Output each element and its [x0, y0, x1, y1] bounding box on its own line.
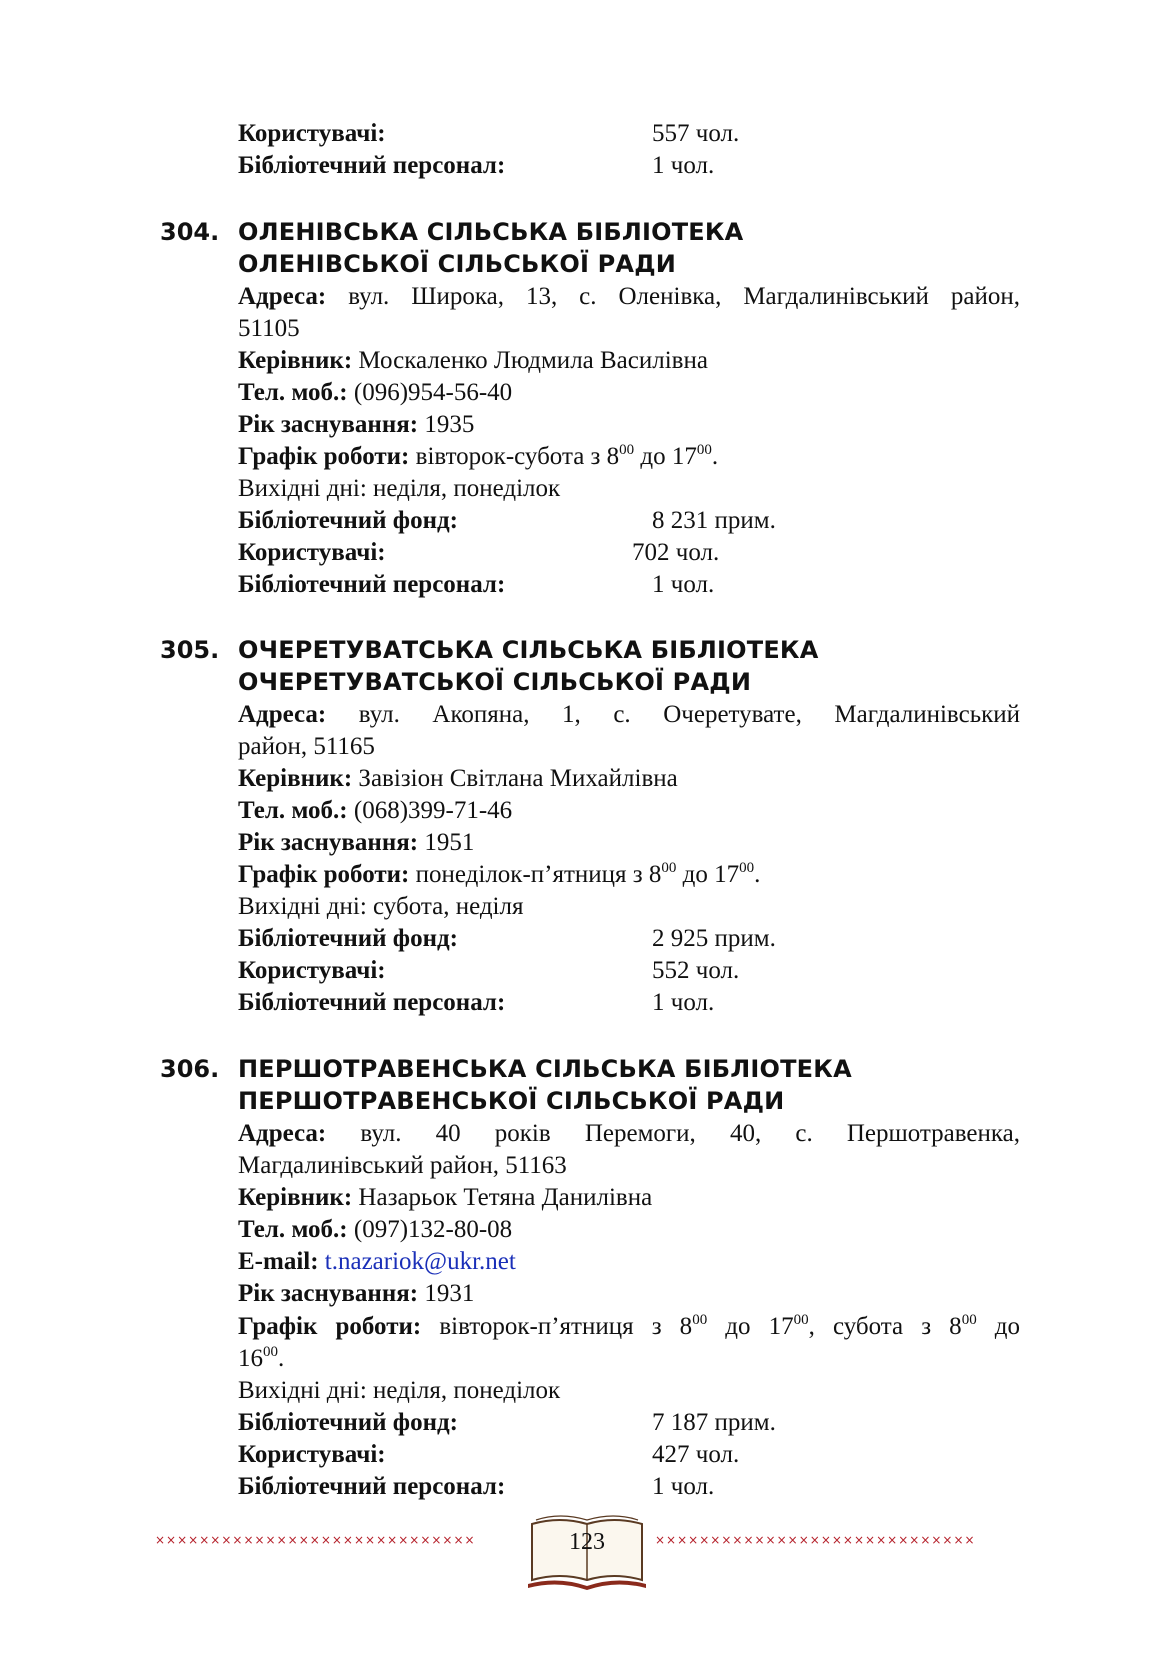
fund-label: Бібліотечний фонд:	[238, 1409, 458, 1436]
entry-subtitle: ОЧЕРЕТУВАТСЬКОЇ СІЛЬСЬКОЇ РАДИ	[238, 668, 752, 696]
schedule-text: до	[976, 1313, 1021, 1340]
phone-label: Тел. моб.:	[238, 797, 348, 824]
fund-value: 2 925 прим.	[652, 925, 776, 952]
schedule-text: .	[754, 861, 761, 888]
schedule-text: вівторок-субота з 8	[415, 443, 620, 470]
entry-subtitle: ПЕРШОТРАВЕНСЬКОЇ СІЛЬСЬКОЇ РАДИ	[238, 1087, 785, 1115]
head-value: Москаленко Людмила Василівна	[358, 347, 708, 374]
schedule-text: .	[278, 1345, 285, 1372]
schedule-line	[238, 441, 718, 473]
year-value: 1931	[424, 1280, 475, 1307]
schedule-sup: 00	[619, 442, 635, 458]
year-line	[238, 1278, 474, 1310]
schedule-label: Графік роботи:	[238, 861, 410, 888]
year-value: 1951	[424, 829, 475, 856]
entry-number: 306.	[160, 1055, 220, 1083]
schedule-text: вівторок-п’ятниця з 8	[439, 1313, 693, 1340]
email-link[interactable]: t.nazariok@ukr.net	[324, 1248, 516, 1275]
staff-label: Бібліотечний персонал:	[238, 571, 506, 598]
email-label: E-mail:	[238, 1248, 319, 1275]
year-value: 1935	[424, 411, 475, 438]
fund-value: 8 231 прим.	[652, 507, 776, 534]
schedule-text: до 17	[707, 1313, 794, 1340]
days-off: Вихідні дні: неділя, понеділок	[238, 475, 561, 502]
page-number: 123	[569, 1529, 605, 1555]
year-label: Рік заснування:	[238, 829, 419, 856]
year-line	[238, 827, 474, 859]
users-value: 552 чол.	[652, 957, 740, 984]
address-value: вул. Широка, 13, с. Оленівка, Магдалинівський район,	[348, 283, 1021, 310]
address-line	[238, 281, 1020, 313]
schedule-text: , субота з 8	[808, 1313, 962, 1340]
staff-value: 1 чол.	[652, 571, 715, 598]
schedule-sup: 00	[696, 442, 712, 458]
address-continuation: Магдалинівський район, 51163	[238, 1152, 567, 1179]
schedule-label: Графік роботи:	[238, 443, 410, 470]
head-line	[238, 345, 708, 377]
head-value: Назарьок Тетяна Данилівна	[358, 1184, 653, 1211]
schedule-line	[238, 1311, 1020, 1343]
users-label: Користувачі:	[238, 957, 386, 984]
address-label: Адреса:	[238, 1120, 327, 1147]
address-label: Адреса:	[238, 701, 327, 728]
phone-value: (068)399-71-46	[353, 797, 513, 824]
schedule-sup: 00	[739, 860, 755, 876]
head-line	[238, 763, 678, 795]
footer-ornament-left: ×××××××××××××××××××××××××××××	[155, 1533, 476, 1547]
entry-title: ОЛЕНІВСЬКА СІЛЬСЬКА БІБЛІОТЕКА	[238, 218, 744, 246]
phone-value: (097)132-80-08	[353, 1216, 513, 1243]
users-value: 557 чол.	[652, 120, 740, 147]
users-label: Користувачі:	[238, 120, 386, 147]
phone-label: Тел. моб.:	[238, 379, 348, 406]
head-label: Керівник:	[238, 765, 353, 792]
phone-label: Тел. моб.:	[238, 1216, 348, 1243]
entry-title: ОЧЕРЕТУВАТСЬКА СІЛЬСЬКА БІБЛІОТЕКА	[238, 636, 819, 664]
schedule-sup: 00	[961, 1312, 977, 1328]
staff-label: Бібліотечний персонал:	[238, 1473, 506, 1500]
schedule-text: до 17	[634, 443, 697, 470]
address-line	[238, 699, 1020, 731]
users-value: 702 чол.	[632, 539, 720, 566]
footer-ornament-right: ×××××××××××××××××××××××××××××	[655, 1533, 976, 1547]
email-line	[238, 1246, 516, 1278]
schedule-text: .	[711, 443, 719, 470]
days-off: Вихідні дні: неділя, понеділок	[238, 1377, 561, 1404]
schedule-text: до 17	[676, 861, 740, 888]
users-value: 427 чол.	[652, 1441, 740, 1468]
schedule-sup: 00	[692, 1312, 708, 1328]
entry-subtitle: ОЛЕНІВСЬКОЇ СІЛЬСЬКОЇ РАДИ	[238, 250, 677, 278]
head-label: Керівник:	[238, 347, 353, 374]
days-off: Вихідні дні: субота, неділя	[238, 893, 524, 920]
year-line	[238, 409, 474, 441]
schedule-sup: 00	[263, 1344, 278, 1360]
users-label: Користувачі:	[238, 1441, 386, 1468]
address-continuation: 51105	[238, 315, 300, 342]
year-label: Рік заснування:	[238, 411, 419, 438]
entry-number: 304.	[160, 218, 220, 246]
entry-title: ПЕРШОТРАВЕНСЬКА СІЛЬСЬКА БІБЛІОТЕКА	[238, 1055, 852, 1083]
fund-value: 7 187 прим.	[652, 1409, 776, 1436]
address-value: вул. 40 років Перемоги, 40, с. Першотравенка,	[360, 1120, 1020, 1147]
staff-value: 1 чол.	[652, 989, 715, 1016]
head-line	[238, 1182, 652, 1214]
entry-number: 305.	[160, 636, 220, 664]
schedule-label: Графік роботи:	[238, 1313, 422, 1340]
staff-label: Бібліотечний персонал:	[238, 989, 506, 1016]
head-label: Керівник:	[238, 1184, 353, 1211]
schedule-line	[238, 859, 760, 891]
address-continuation: район, 51165	[238, 733, 375, 760]
head-value: Завізіон Світлана Михайлівна	[358, 765, 678, 792]
phone-line	[238, 1214, 512, 1246]
schedule-text: 16	[238, 1345, 263, 1372]
schedule-sup: 00	[793, 1312, 809, 1328]
year-label: Рік заснування:	[238, 1280, 419, 1307]
staff-value: 1 чол.	[652, 1473, 715, 1500]
staff-label: Бібліотечний персонал:	[238, 152, 506, 179]
staff-value: 1 чол.	[652, 152, 715, 179]
phone-line	[238, 795, 512, 827]
phone-line	[238, 377, 512, 409]
schedule-text: понеділок-п’ятниця з 8	[415, 861, 662, 888]
address-value: вул. Акопяна, 1, с. Очеретувате, Магдалинівський	[358, 701, 1020, 728]
fund-label: Бібліотечний фонд:	[238, 507, 458, 534]
schedule-sup: 00	[661, 860, 677, 876]
address-line	[238, 1118, 1020, 1150]
fund-label: Бібліотечний фонд:	[238, 925, 458, 952]
address-label: Адреса:	[238, 283, 327, 310]
phone-value: (096)954-56-40	[353, 379, 513, 406]
schedule-continuation	[238, 1343, 284, 1375]
users-label: Користувачі:	[238, 539, 386, 566]
